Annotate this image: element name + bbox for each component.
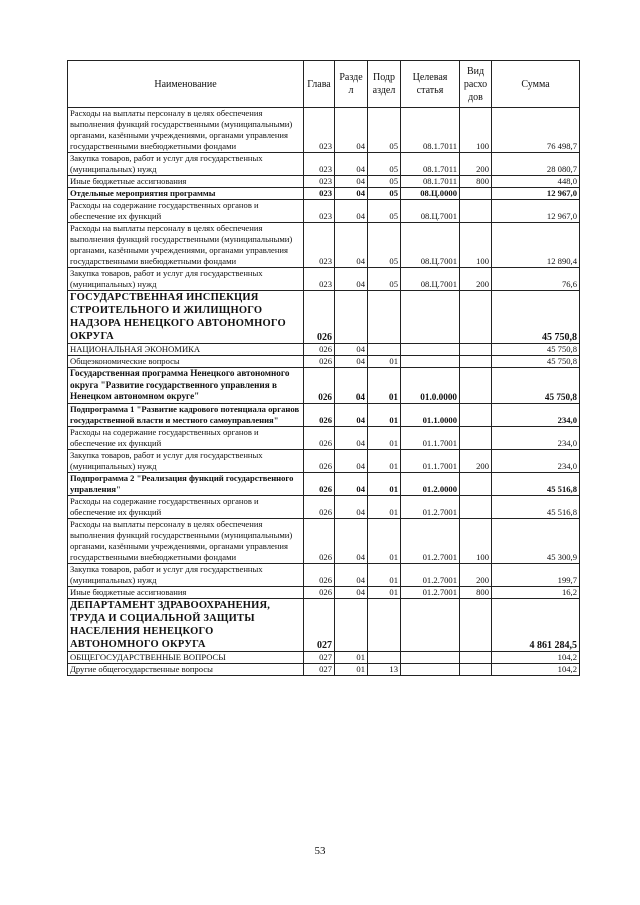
cell-glava: 026	[304, 563, 335, 586]
budget-table	[67, 60, 580, 676]
cell-celevaya: 08.1.7011	[401, 176, 460, 188]
cell-vid: 800	[460, 176, 492, 188]
cell-name: НАЦИОНАЛЬНАЯ ЭКОНОМИКА	[68, 344, 304, 356]
cell-celevaya: 01.2.7001	[401, 518, 460, 563]
table-row	[68, 563, 580, 586]
cell-glava: 023	[304, 200, 335, 223]
cell-glava: 026	[304, 344, 335, 356]
cell-glava: 026	[304, 495, 335, 518]
cell-glava: 027	[304, 663, 335, 675]
cell-glava: 026	[304, 586, 335, 598]
cell-summa: 12 890,4	[492, 223, 580, 268]
cell-razdel: 04	[335, 586, 368, 598]
cell-vid	[460, 495, 492, 518]
cell-podrazdel: 13	[368, 663, 401, 675]
cell-celevaya	[401, 598, 460, 651]
cell-glava: 026	[304, 449, 335, 472]
cell-celevaya: 01.0.0000	[401, 368, 460, 404]
cell-razdel: 01	[335, 663, 368, 675]
cell-celevaya	[401, 356, 460, 368]
cell-podrazdel: 01	[368, 518, 401, 563]
cell-glava: 026	[304, 472, 335, 495]
cell-podrazdel: 01	[368, 403, 401, 426]
cell-razdel: 04	[335, 188, 368, 200]
cell-vid: 100	[460, 223, 492, 268]
cell-name: Иные бюджетные ассигнования	[68, 586, 304, 598]
cell-razdel: 04	[335, 472, 368, 495]
header-podrazdel: Подр аздел	[368, 61, 401, 108]
cell-podrazdel	[368, 344, 401, 356]
cell-name: ОБЩЕГОСУДАРСТВЕННЫЕ ВОПРОСЫ	[68, 651, 304, 663]
cell-celevaya: 08.1.7011	[401, 153, 460, 176]
cell-glava: 026	[304, 403, 335, 426]
cell-vid	[460, 663, 492, 675]
table-row	[68, 176, 580, 188]
cell-name: ДЕПАРТАМЕНТ ЗДРАВООХРАНЕНИЯ, ТРУДА И СОЦИАЛЬНОЙ ЗАЩИТЫ НАСЕЛЕНИЯ НЕНЕЦКОГО АВТОНОМНОГО ОКРУГА	[68, 598, 304, 651]
cell-podrazdel: 05	[368, 200, 401, 223]
cell-name: Расходы на содержание государственных органов и обеспечение их функций	[68, 426, 304, 449]
table-row	[68, 291, 580, 344]
page-number: 53	[314, 845, 326, 857]
cell-podrazdel: 01	[368, 563, 401, 586]
cell-razdel: 04	[335, 368, 368, 404]
cell-razdel: 04	[335, 108, 368, 153]
table-row	[68, 200, 580, 223]
cell-razdel: 04	[335, 426, 368, 449]
cell-celevaya: 01.1.7001	[401, 449, 460, 472]
cell-summa: 76,6	[492, 268, 580, 291]
cell-name: Закупка товаров, работ и услуг для государственных (муниципальных) нужд	[68, 449, 304, 472]
cell-razdel: 04	[335, 449, 368, 472]
table-header-row	[68, 61, 580, 108]
header-glava: Глава	[304, 61, 335, 108]
cell-celevaya: 01.2.7001	[401, 563, 460, 586]
cell-razdel	[335, 598, 368, 651]
cell-summa: 45 516,8	[492, 472, 580, 495]
cell-glava: 023	[304, 188, 335, 200]
cell-podrazdel: 01	[368, 586, 401, 598]
cell-summa: 234,0	[492, 426, 580, 449]
cell-razdel: 04	[335, 223, 368, 268]
cell-vid	[460, 200, 492, 223]
cell-vid	[460, 344, 492, 356]
cell-summa: 28 080,7	[492, 153, 580, 176]
table-row	[68, 188, 580, 200]
cell-celevaya: 08.Ц.7001	[401, 223, 460, 268]
cell-summa: 12 967,0	[492, 200, 580, 223]
cell-razdel: 04	[335, 495, 368, 518]
cell-summa: 45 516,8	[492, 495, 580, 518]
cell-vid	[460, 403, 492, 426]
cell-summa: 448,0	[492, 176, 580, 188]
cell-vid: 200	[460, 563, 492, 586]
table-row	[68, 518, 580, 563]
cell-podrazdel: 05	[368, 268, 401, 291]
cell-podrazdel: 01	[368, 472, 401, 495]
cell-razdel: 04	[335, 563, 368, 586]
cell-celevaya: 01.1.0000	[401, 403, 460, 426]
cell-name: Отдельные мероприятия программы	[68, 188, 304, 200]
cell-podrazdel: 01	[368, 426, 401, 449]
cell-name: Расходы на выплаты персоналу в целях обеспечения выполнения функций государственными (муниципальными) органами, казёнными учреждениями, органами управления государственными внебюджетными фондами	[68, 108, 304, 153]
cell-name: ГОСУДАРСТВЕННАЯ ИНСПЕКЦИЯ СТРОИТЕЛЬНОГО И ЖИЛИЩНОГО НАДЗОРА НЕНЕЦКОГО АВТОНОМНОГО ОКРУГА	[68, 291, 304, 344]
cell-podrazdel	[368, 598, 401, 651]
table-row	[68, 153, 580, 176]
cell-razdel: 04	[335, 200, 368, 223]
cell-celevaya: 01.2.0000	[401, 472, 460, 495]
cell-summa: 199,7	[492, 563, 580, 586]
cell-razdel: 04	[335, 403, 368, 426]
cell-celevaya: 08.Ц.7001	[401, 200, 460, 223]
cell-name: Расходы на выплаты персоналу в целях обеспечения выполнения функций государственными (муниципальными) органами, казёнными учреждениями, органами управления государственными внебюджетными фондами	[68, 223, 304, 268]
cell-razdel: 04	[335, 176, 368, 188]
cell-vid: 200	[460, 268, 492, 291]
header-razdel: Разде л	[335, 61, 368, 108]
cell-glava: 027	[304, 651, 335, 663]
cell-summa: 234,0	[492, 449, 580, 472]
cell-podrazdel: 01	[368, 495, 401, 518]
cell-celevaya: 01.2.7001	[401, 495, 460, 518]
cell-celevaya: 01.2.7001	[401, 586, 460, 598]
cell-glava: 023	[304, 176, 335, 188]
cell-vid: 100	[460, 108, 492, 153]
cell-summa: 45 750,8	[492, 368, 580, 404]
cell-summa: 45 750,8	[492, 291, 580, 344]
table-row	[68, 368, 580, 404]
cell-glava: 026	[304, 368, 335, 404]
cell-celevaya: 01.1.7001	[401, 426, 460, 449]
cell-vid	[460, 651, 492, 663]
cell-celevaya	[401, 663, 460, 675]
cell-summa: 45 750,8	[492, 356, 580, 368]
table-body	[68, 108, 580, 676]
table-row	[68, 426, 580, 449]
cell-podrazdel: 05	[368, 108, 401, 153]
cell-glava: 026	[304, 518, 335, 563]
cell-name: Закупка товаров, работ и услуг для государственных (муниципальных) нужд	[68, 153, 304, 176]
table-row	[68, 663, 580, 675]
cell-name: Расходы на содержание государственных органов и обеспечение их функций	[68, 200, 304, 223]
cell-podrazdel: 05	[368, 223, 401, 268]
cell-podrazdel: 01	[368, 449, 401, 472]
cell-vid	[460, 472, 492, 495]
cell-vid: 200	[460, 153, 492, 176]
table-row	[68, 651, 580, 663]
cell-glava: 023	[304, 108, 335, 153]
cell-summa: 104,2	[492, 651, 580, 663]
cell-summa: 234,0	[492, 403, 580, 426]
cell-glava: 027	[304, 598, 335, 651]
cell-name: Общеэкономические вопросы	[68, 356, 304, 368]
table-row	[68, 268, 580, 291]
cell-summa: 76 498,7	[492, 108, 580, 153]
cell-podrazdel: 01	[368, 356, 401, 368]
cell-vid	[460, 426, 492, 449]
cell-podrazdel: 05	[368, 153, 401, 176]
cell-razdel: 04	[335, 344, 368, 356]
cell-summa: 45 750,8	[492, 344, 580, 356]
table-row	[68, 108, 580, 153]
cell-podrazdel: 01	[368, 368, 401, 404]
cell-summa: 45 300,9	[492, 518, 580, 563]
header-vid: Вид расхо дов	[460, 61, 492, 108]
cell-name: Закупка товаров, работ и услуг для государственных (муниципальных) нужд	[68, 563, 304, 586]
cell-name: Государственная программа Ненецкого автономного округа "Развитие государственного управления в Ненецком автономном округе"	[68, 368, 304, 404]
cell-vid: 800	[460, 586, 492, 598]
table-row	[68, 472, 580, 495]
header-summa: Сумма	[492, 61, 580, 108]
cell-podrazdel: 05	[368, 188, 401, 200]
cell-celevaya	[401, 344, 460, 356]
cell-celevaya: 08.Ц.0000	[401, 188, 460, 200]
cell-vid: 100	[460, 518, 492, 563]
cell-razdel: 04	[335, 356, 368, 368]
cell-glava: 023	[304, 153, 335, 176]
cell-celevaya	[401, 291, 460, 344]
cell-name: Расходы на выплаты персоналу в целях обеспечения выполнения функций государственными (муниципальными) органами, казёнными учреждениями, органами управления государственными внебюджетными фондами	[68, 518, 304, 563]
cell-vid	[460, 291, 492, 344]
table-row	[68, 356, 580, 368]
cell-glava: 026	[304, 356, 335, 368]
header-name: Наименование	[68, 61, 304, 108]
cell-razdel	[335, 291, 368, 344]
cell-celevaya: 08.Ц.7001	[401, 268, 460, 291]
cell-glava: 026	[304, 291, 335, 344]
cell-summa: 104,2	[492, 663, 580, 675]
cell-podrazdel: 05	[368, 176, 401, 188]
cell-celevaya	[401, 651, 460, 663]
table-row	[68, 344, 580, 356]
cell-summa: 12 967,0	[492, 188, 580, 200]
table-row	[68, 403, 580, 426]
header-celevaya: Целевая статья	[401, 61, 460, 108]
cell-name: Подпрограмма 2 "Реализация функций государственного управления"	[68, 472, 304, 495]
cell-glava: 023	[304, 268, 335, 291]
cell-razdel: 01	[335, 651, 368, 663]
cell-glava: 026	[304, 426, 335, 449]
cell-summa: 4 861 284,5	[492, 598, 580, 651]
cell-name: Иные бюджетные ассигнования	[68, 176, 304, 188]
cell-name: Расходы на содержание государственных органов и обеспечение их функций	[68, 495, 304, 518]
cell-vid: 200	[460, 449, 492, 472]
table-row	[68, 586, 580, 598]
cell-name: Другие общегосударственные вопросы	[68, 663, 304, 675]
cell-vid	[460, 368, 492, 404]
cell-podrazdel	[368, 651, 401, 663]
cell-name: Закупка товаров, работ и услуг для государственных (муниципальных) нужд	[68, 268, 304, 291]
cell-razdel: 04	[335, 268, 368, 291]
cell-name: Подпрограмма 1 "Развитие кадрового потенциала органов государственной власти и местного самоуправления"	[68, 403, 304, 426]
cell-glava: 023	[304, 223, 335, 268]
table-row	[68, 598, 580, 651]
table-row	[68, 223, 580, 268]
cell-vid	[460, 356, 492, 368]
cell-celevaya: 08.1.7011	[401, 108, 460, 153]
cell-podrazdel	[368, 291, 401, 344]
table-row	[68, 449, 580, 472]
cell-vid	[460, 598, 492, 651]
cell-razdel: 04	[335, 518, 368, 563]
table-row	[68, 495, 580, 518]
cell-vid	[460, 188, 492, 200]
cell-summa: 16,2	[492, 586, 580, 598]
cell-razdel: 04	[335, 153, 368, 176]
